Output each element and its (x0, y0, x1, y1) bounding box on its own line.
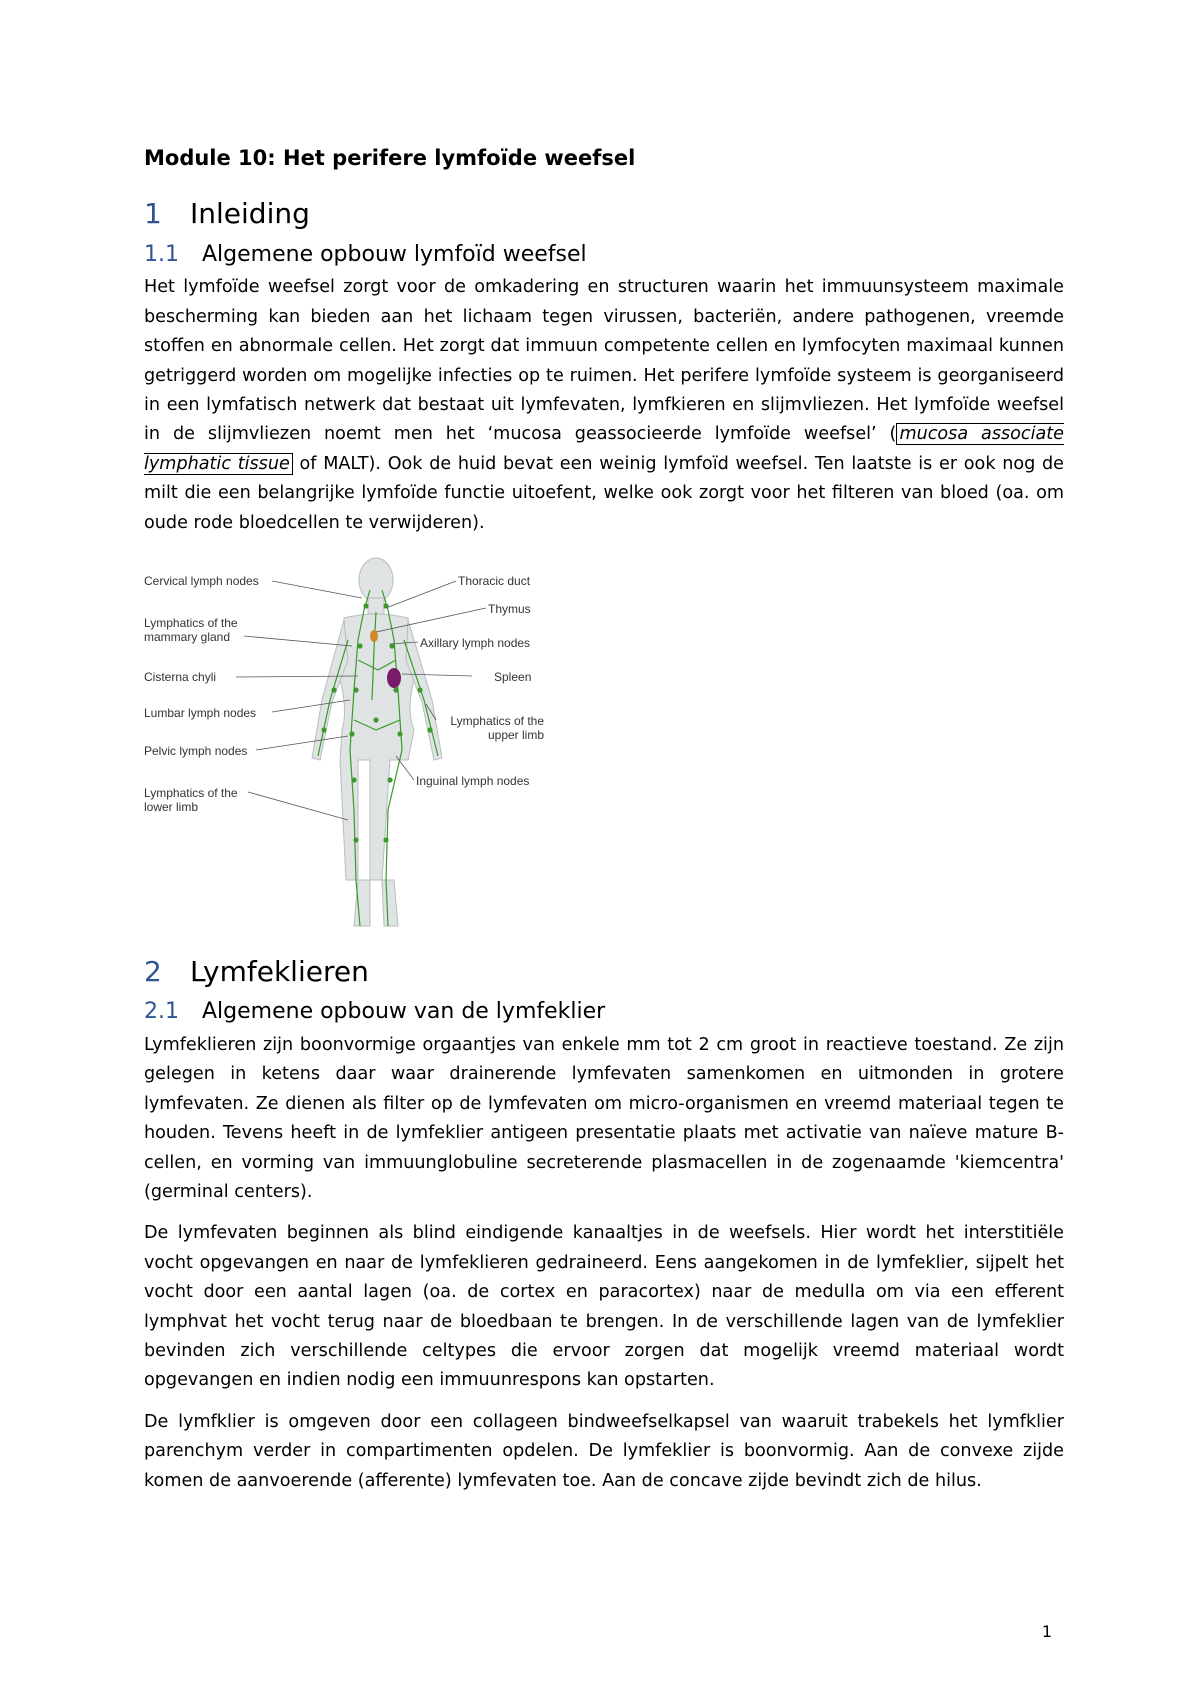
heading-lymfeklieren (144, 954, 1064, 990)
heading-text: Inleiding (190, 197, 310, 231)
paragraph-text: of MALT). Ook de huid bevat een weinig lymfoïd weefsel. Ten laatste is er ook nog de milt die een belangrijke lymfoïde functie uitoefent, welke ook zorgt voor het filteren van bloed (oa. om oude rode bloedcellen te verwijderen). (144, 453, 1065, 533)
heading-number: 2.1 (144, 999, 179, 1025)
label-cisterna-chyli: Cisterna chyli (144, 669, 217, 684)
lymph-node-dot (383, 837, 388, 842)
label-inguinal-lymph-nodes: Inguinal lymph nodes (416, 773, 530, 788)
spleen-shape (387, 668, 401, 688)
label-axillary-lymph-nodes: Axillary lymph nodes (420, 635, 531, 650)
label-pelvic-lymph-nodes: Pelvic lymph nodes (144, 743, 248, 758)
paragraph-lymfeklieren-1: Lymfeklieren zijn boonvormige orgaantjes van enkele mm tot 2 cm groot in reactieve toestand. Ze zijn gelegen in ketens daar waar drainerende lymfevaten samenkomen en uitmonden in grotere lymfevaten. Ze dienen als filter op de lymfevaten om micro-organismen en vreemd materiaal tegen te houden. Tevens heeft in de lymfeklier antigeen presentatie plaats met activatie van naïeve mature B-cellen, en vorming van immuunglobuline secreterende plasmacellen in de zogenaamde 'kiemcentra' (germinal centers). (144, 1034, 1064, 1202)
lymph-node-dot (373, 717, 378, 722)
paragraph-lymfeklieren-2: De lymfevaten beginnen als blind eindigende kanaaltjes in de weefsels. Hier wordt het interstitiële vocht opgevangen en naar de lymfeklieren gedraineerd. Eens aangekomen in de lymfeklier, sijpelt het vocht door een aantal lagen (oa. de cortex en paracortex) naar de medulla om via een efferent lymphvat het vocht terug naar de bloedbaan te brengen. In de verschillende lagen van de lymfeklier bevinden zich verschillende celtypes die ervoor zorgen dat mogelijk vreemd materiaal wordt opgevangen en indien nodig een immuunrespons kan opstarten. (144, 1223, 1064, 1391)
label-thoracic-duct: Thoracic duct (458, 573, 531, 588)
heading-number: 1.1 (144, 241, 179, 267)
heading-text: Algemene opbouw lymfoïd weefsel (202, 241, 587, 267)
paragraph-intro (144, 273, 1064, 538)
module-title: Module 10: Het perifere lymfoïde weefsel (144, 146, 636, 170)
label-lymphatics-lower-limb: Lymphatics of the lower limb (144, 785, 238, 814)
heading-inleiding (144, 196, 1064, 232)
heading-text: Algemene opbouw van de lymfeklier (202, 999, 606, 1025)
paragraph-text: Het lymfoïde weefsel zorgt voor de omkadering en structuren waarin het immuunsysteem maximale bescherming kan bieden aan het lichaam tegen virussen, bacteriën, andere pathogenen, vreemde stoffen en abnormale cellen. Het zorgt dat immuun competente cellen en lymfocyten maximaal kunnen getriggerd worden om mogelijke infecties op te ruimen. Het perifere lymfoïde systeem is georganiseerd in een lymfatisch netwerk dat bestaat uit lymfevaten, lymfkieren en slijmvliezen. Het lymfoïde weefsel in de slijmvliezen noemt men het ‘mucosa geassocieerde lymfoïde weefsel’ ( (144, 277, 1064, 445)
label-lumbar-lymph-nodes: Lumbar lymph nodes (144, 705, 257, 720)
lymph-node-dot (321, 727, 326, 732)
lymph-node-dot (393, 687, 398, 692)
body-silhouette (312, 558, 442, 926)
lymph-node-dot (349, 731, 354, 736)
label-spleen: Spleen (494, 669, 532, 684)
lymph-node-dot (363, 603, 368, 608)
lymph-node-dot (417, 687, 422, 692)
boxed-term: mucosa associate lymphatic tissue (144, 424, 1064, 474)
label-thymus: Thymus (488, 601, 531, 616)
heading-text: Lymfeklieren (190, 954, 369, 988)
heading-algemene-opbouw-lymfoid (144, 241, 1064, 270)
lymph-node-dot (357, 643, 362, 648)
lymph-node-dot (387, 777, 392, 782)
lymphatic-system-figure (144, 550, 564, 928)
lymph-node-dot (353, 837, 358, 842)
heading-algemene-opbouw-lymfeklier (144, 998, 1064, 1027)
page-number: 1 (1041, 1622, 1052, 1641)
lymph-node-dot (353, 687, 358, 692)
lymph-node-dot (427, 727, 432, 732)
heading-number: 2 (144, 954, 162, 988)
document-content (144, 145, 1064, 1508)
label-lymphatics-upper-limb: Lymphatics of the upper limb (450, 713, 544, 742)
lymph-node-dot (331, 687, 336, 692)
lymph-node-dot (351, 777, 356, 782)
heading-number: 1 (144, 197, 162, 231)
label-cervical-lymph-nodes: Cervical lymph nodes (144, 573, 259, 588)
label-lymphatics-mammary-gland: Lymphatics of the mammary gland (144, 615, 238, 644)
lymph-node-dot (397, 731, 402, 736)
paragraph-lymfeklieren-3: De lymfklier is omgeven door een collageen bindweefselkapsel van waaruit trabekels het lymfklier parenchym verder in compartimenten opdelen. De lymfeklier is boonvormig. Aan de convexe zijde komen de aanvoerende (afferente) lymfevaten toe. Aan de concave zijde bevindt zich de hilus. (144, 1411, 1064, 1491)
